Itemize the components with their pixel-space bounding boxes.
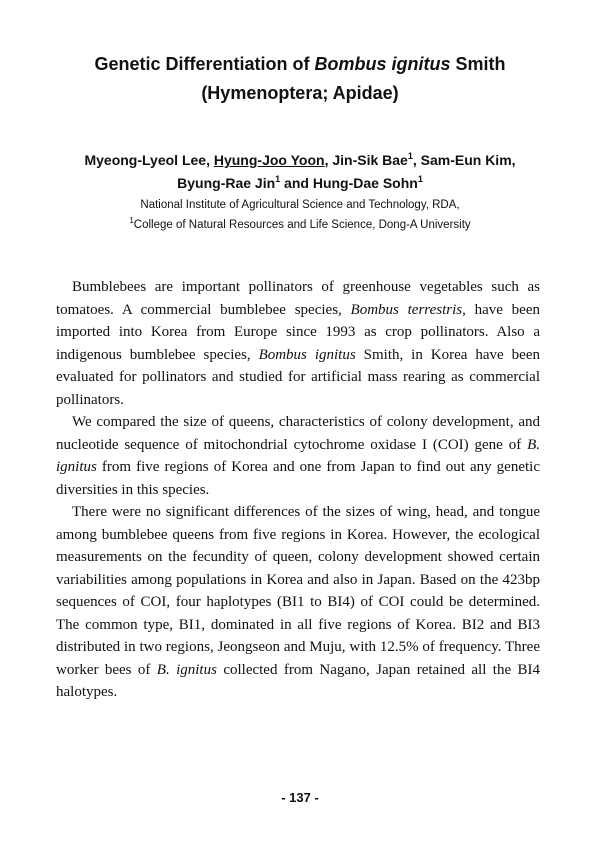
abstract-paragraph-2: We compared the size of queens, characteristics of colony development, and nucleotide sequence of mitochondrial cytochrome oxidase I (COI) gene of B. ignitus from five regions of Korea and one from Japan to find out any genetic diversities in this species.: [56, 414, 540, 498]
author-line-2: Byung-Rae Jin$^1$ and Hung-Dae Sohn$^1$: [177, 174, 423, 191]
paper-title: [40, 50, 560, 108]
page-number: - 137 -: [281, 790, 319, 805]
affiliation-2: $^1$College of Natural Resources and Life Science, Dong-A University: [129, 216, 471, 231]
affiliation-1: National Institute of Agricultural Science and Technology, RDA,: [140, 199, 460, 211]
abstract-paragraph-3: There were no significant differences of the sizes of wing, head, and tongue among bumblebee queens from five regions in Korea. However, the ecological measurements on the fecundity of queen, colony development showed certain variabilities among populations in Korea and also in Japan. Based on the 423bp sequences of COI, four haplotypes (BI1 to BI4) of COI could be determined. The common type, BI1, dominated in all five regions of Korea. BI2 and BI3 distributed in two regions, Jeongseon and Muju, with 12.5% of frequency. Three worker bees of B. ignitus collected from Nagano, Japan retained all the BI4 halotypes.: [56, 504, 540, 700]
abstract-paragraph-1: Bumblebees are important pollinators of greenhouse vegetables such as tomatoes. A commercial bumblebee species, Bombus terrestris, have been imported into Korea from Europe since 1993 as crop pollinators. Also a indigenous bumblebee species, Bombus ignitus Smith, in Korea have been evaluated for pollinators and studied for artificial mass rearing as commercial pollinators.: [56, 279, 540, 408]
author-line-1: Myeong-Lyeol Lee, Hyung-Joo Yoon, Jin-Sik Bae$^1$, Sam-Eun Kim,: [84, 151, 516, 168]
author-list: [40, 149, 560, 195]
title-species-name: Bombus ignitus: [314, 54, 451, 74]
title-line-2: (Hymenoptera; Apidae): [201, 83, 399, 103]
corresponding-author: Hyung-Joo Yoon: [213, 152, 325, 168]
title-line-1: Genetic Differentiation of Bombus ignitus Smith: [94, 54, 506, 74]
abstract-body: [56, 276, 540, 704]
affiliations: [40, 195, 560, 235]
